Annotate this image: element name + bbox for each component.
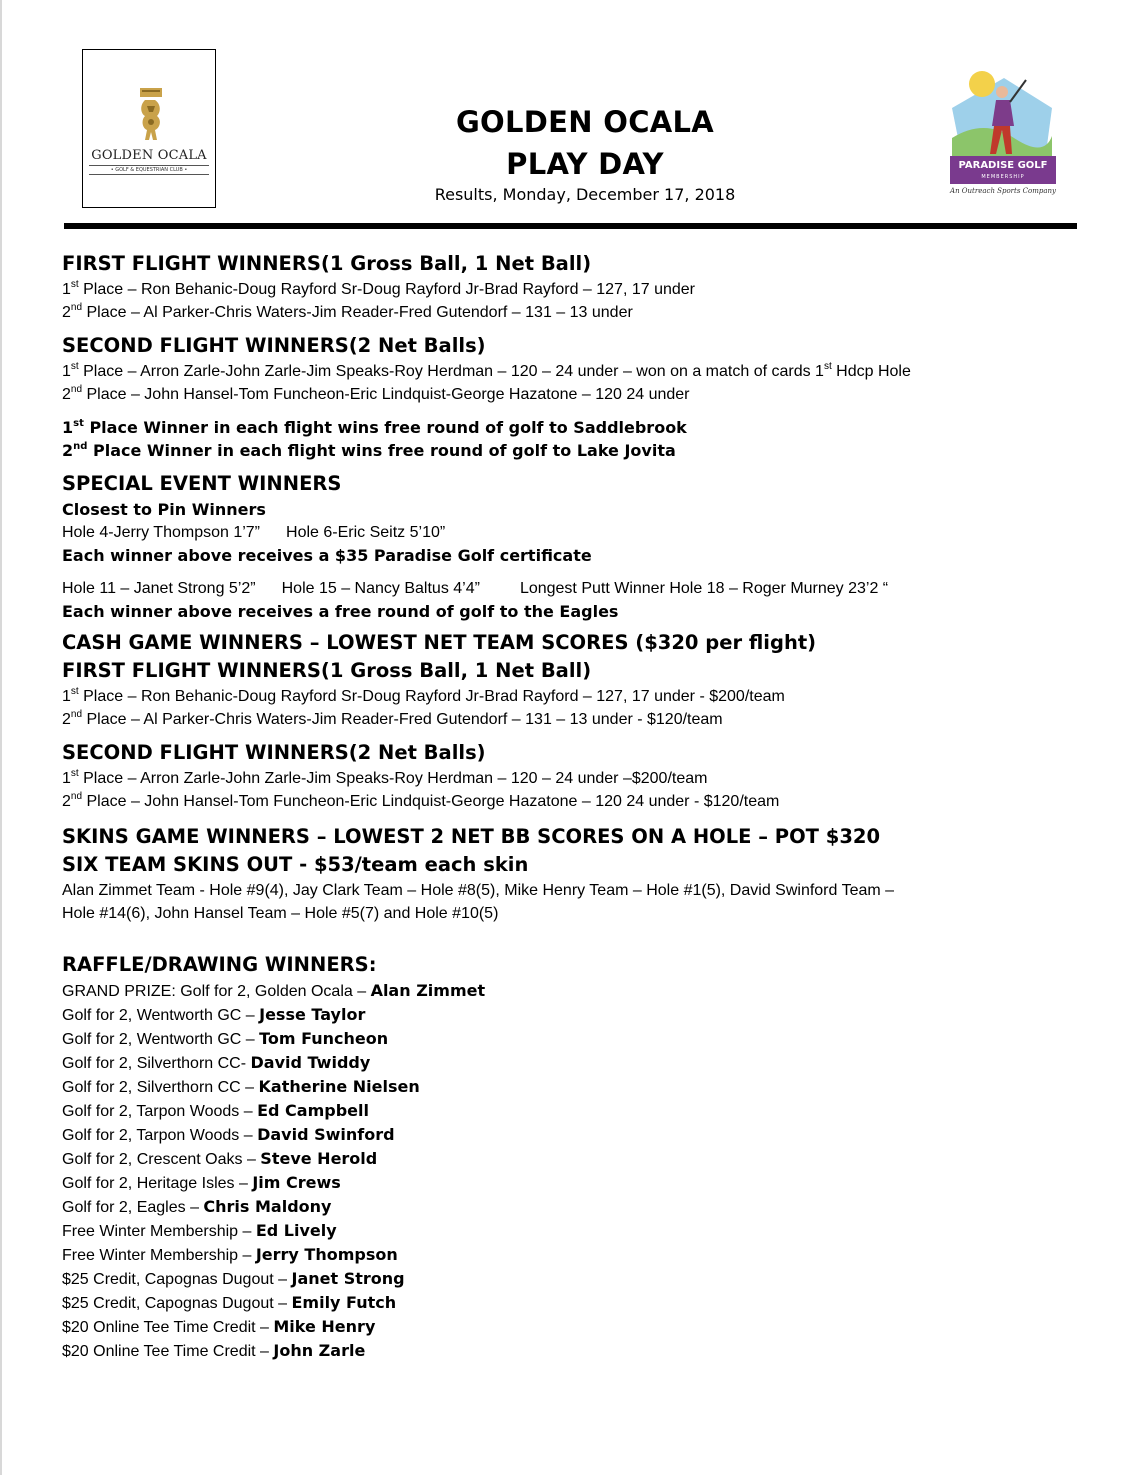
raffle-item: $25 Credit, Capognas Dugout – Emily Futch	[62, 1293, 397, 1312]
raffle-item: $20 Online Tee Time Credit – John Zarle	[62, 1341, 366, 1360]
raffle-item: Free Winter Membership – Jerry Thompson	[62, 1245, 398, 1264]
raffle-item: $25 Credit, Capognas Dugout – Janet Strong	[62, 1269, 405, 1288]
raffle-item: GRAND PRIZE: Golf for 2, Golden Ocala – Alan Zimmet	[62, 981, 486, 1000]
cash-first-flight-place-2: 2nd Place – Al Parker-Chris Waters-Jim Reader-Fred Gutendorf – 131 – 13 under - $120/team	[62, 709, 723, 728]
cash-second-flight-place-1: 1st Place – Arron Zarle-John Zarle-Jim Speaks-Roy Herdman – 120 – 24 under –$200/team	[62, 768, 708, 787]
second-flight-place-2: 2nd Place – John Hansel-Tom Funcheon-Eric Lindquist-George Hazatone – 120 24 under	[62, 384, 690, 403]
raffle-item: Golf for 2, Heritage Isles – Jim Crews	[62, 1173, 341, 1192]
special-event-heading: SPECIAL EVENT WINNERS	[62, 472, 342, 495]
raffle-item: Golf for 2, Eagles – Chris Maldony	[62, 1197, 332, 1216]
certificate-note: Each winner above receives a $35 Paradise Golf certificate	[62, 546, 592, 565]
cash-game-heading: CASH GAME WINNERS – LOWEST NET TEAM SCORES ($320 per flight)	[62, 631, 817, 654]
title-line-1: GOLDEN OCALA	[455, 105, 715, 139]
special-holes-line: Hole 11 – Janet Strong 5’2” Hole 15 – Nancy Baltus 4’4” Longest Putt Winner Hole 18 – Roger Murney 23’2 “	[62, 580, 889, 597]
second-flight-place-1: 1st Place – Arron Zarle-John Zarle-Jim Speaks-Roy Herdman – 120 – 24 under – won on a match of cards 1st Hdcp Hole	[62, 361, 911, 380]
page-edge	[0, 0, 2, 1475]
page-title	[340, 101, 830, 185]
first-flight-place-1: 1st Place – Ron Behanic-Doug Rayford Sr-Doug Rayford Jr-Brad Rayford – 127, 17 under	[62, 279, 696, 298]
page-subtitle: Results, Monday, December 17, 2018	[434, 185, 736, 204]
skins-line-2: Hole #14(6), John Hansel Team – Hole #5(7) and Hole #10(5)	[62, 905, 499, 922]
raffle-item: Golf for 2, Crescent Oaks – Steve Herold	[62, 1149, 378, 1168]
skins-heading-1: SKINS GAME WINNERS – LOWEST 2 NET BB SCORES ON A HOLE – POT $320	[62, 825, 881, 848]
raffle-item: Golf for 2, Wentworth GC – Jesse Taylor	[62, 1005, 366, 1024]
logo-brand-text: GOLDEN OCALA	[91, 148, 207, 163]
prize-line-1: 1st Place Winner in each flight wins free round of golf to Saddlebrook	[62, 418, 687, 437]
second-flight-heading: SECOND FLIGHT WINNERS(2 Net Balls)	[62, 334, 486, 357]
cash-second-flight-heading: SECOND FLIGHT WINNERS(2 Net Balls)	[62, 741, 486, 764]
first-flight-place-2: 2nd Place – Al Parker-Chris Waters-Jim Reader-Fred Gutendorf – 131 – 13 under	[62, 302, 633, 321]
skins-heading-2: SIX TEAM SKINS OUT - $53/team each skin	[62, 853, 529, 876]
raffle-item: Golf for 2, Wentworth GC – Tom Funcheon	[62, 1029, 389, 1048]
raffle-item: Golf for 2, Tarpon Woods – Ed Campbell	[62, 1101, 369, 1120]
raffle-item: $20 Online Tee Time Credit – Mike Henry	[62, 1317, 376, 1336]
paradise-sub-text: MEMBERSHIP	[981, 174, 1025, 180]
closest-to-pin-line: Hole 4-Jerry Thompson 1’7” Hole 6-Eric Seitz 5’10”	[62, 524, 446, 541]
golden-ocala-logo	[82, 49, 216, 208]
header-rule	[64, 223, 1077, 229]
lion-crest-icon	[135, 86, 167, 144]
raffle-heading: RAFFLE/DRAWING WINNERS:	[62, 953, 377, 976]
cash-first-flight-place-1: 1st Place – Ron Behanic-Doug Rayford Sr-Doug Rayford Jr-Brad Rayford – 127, 17 under - $200/team	[62, 686, 785, 705]
eagles-note: Each winner above receives a free round of golf to the Eagles	[62, 602, 619, 621]
cash-first-flight-heading: FIRST FLIGHT WINNERS(1 Gross Ball, 1 Net Ball)	[62, 659, 592, 682]
first-flight-heading: FIRST FLIGHT WINNERS(1 Gross Ball, 1 Net Ball)	[62, 252, 592, 275]
title-line-2: PLAY DAY	[506, 147, 664, 181]
skins-line-1: Alan Zimmet Team - Hole #9(4), Jay Clark Team – Hole #8(5), Mike Henry Team – Hole #1(5), David Swinford Team –	[62, 882, 895, 899]
results-body	[62, 250, 1062, 1363]
raffle-item: Golf for 2, Silverthorn CC- David Twiddy	[62, 1053, 371, 1072]
logo-sub-text: • GOLF & EQUESTRIAN CLUB •	[89, 165, 209, 175]
paradise-golf-logo	[944, 68, 1064, 208]
paradise-tagline: An Outreach Sports Company	[950, 187, 1056, 195]
closest-to-pin-heading: Closest to Pin Winners	[62, 500, 266, 519]
raffle-item: Free Winter Membership – Ed Lively	[62, 1221, 337, 1240]
cash-second-flight-place-2: 2nd Place – John Hansel-Tom Funcheon-Eric Lindquist-George Hazatone – 120 24 under - $120/team	[62, 791, 780, 810]
raffle-item: Golf for 2, Silverthorn CC – Katherine Nielsen	[62, 1077, 420, 1096]
paradise-brand-text: PARADISE GOLF	[958, 160, 1048, 171]
prize-line-2: 2nd Place Winner in each flight wins free round of golf to Lake Jovita	[62, 441, 676, 460]
raffle-item: Golf for 2, Tarpon Woods – David Swinford	[62, 1125, 395, 1144]
raffle-list	[62, 979, 1062, 1363]
